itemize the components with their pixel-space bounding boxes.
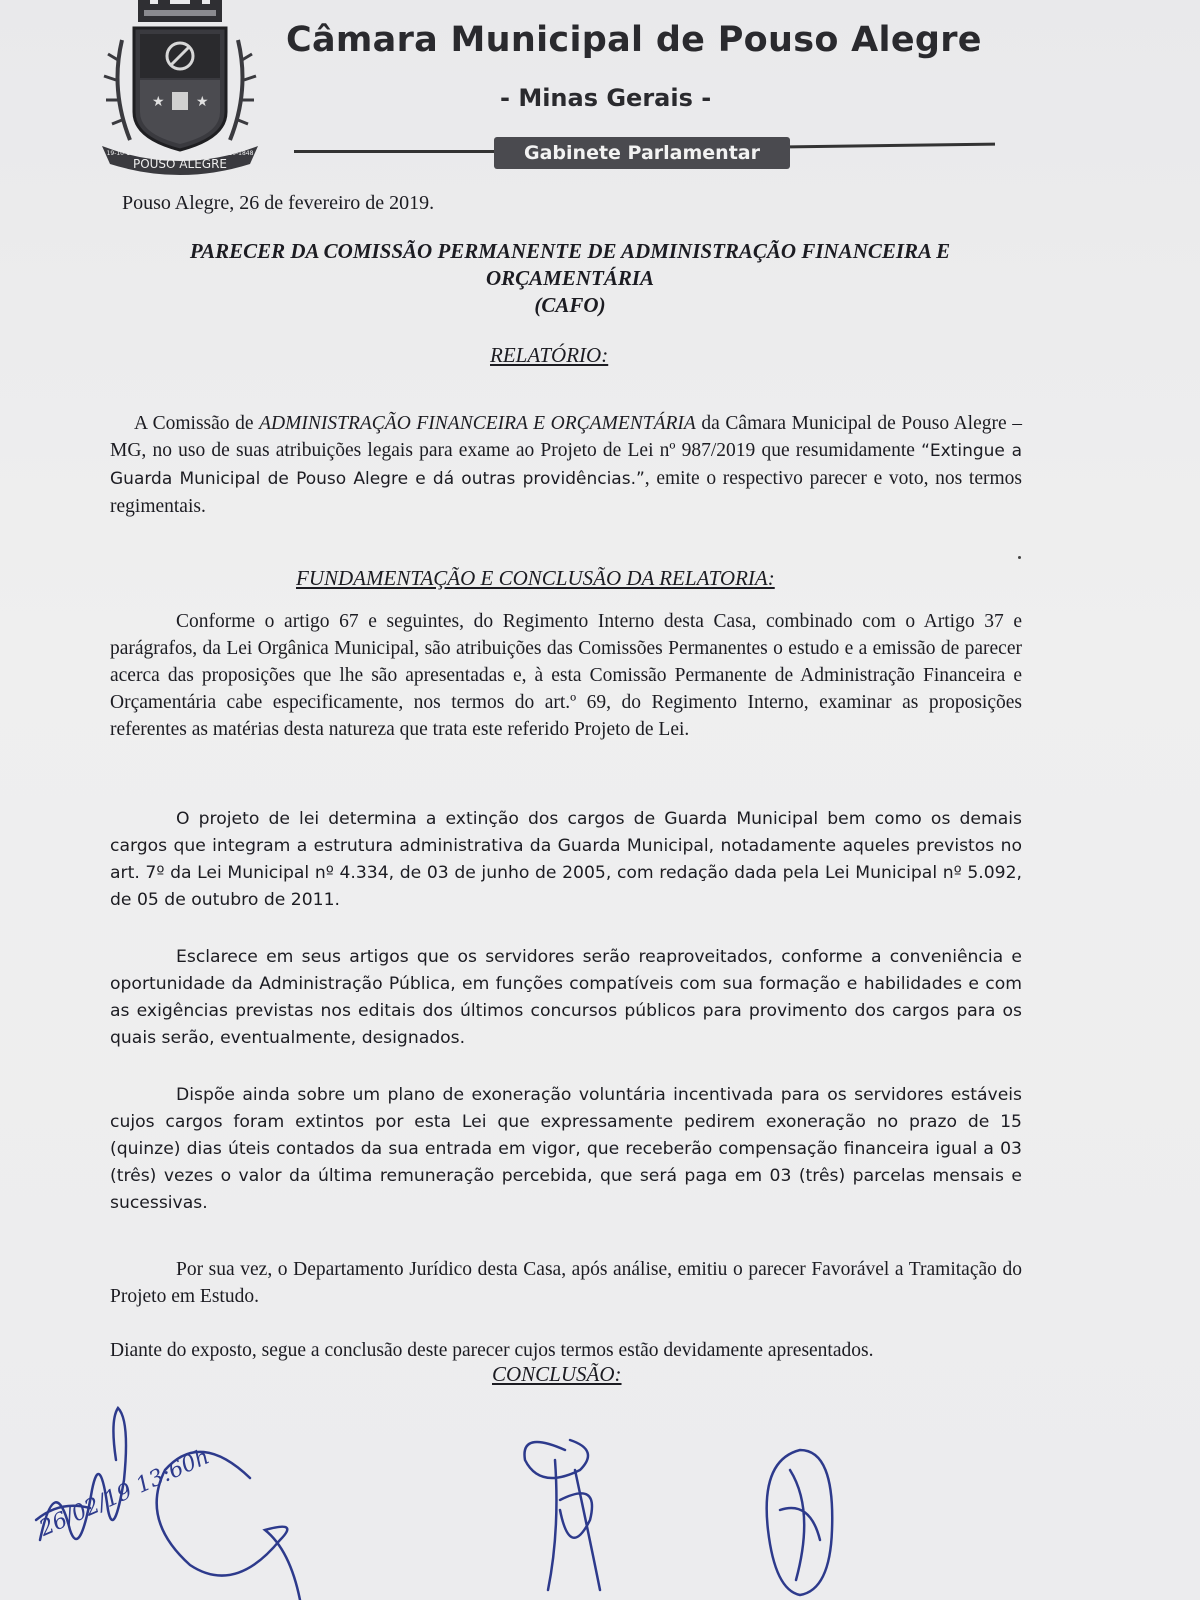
org-title: Câmara Municipal de Pouso Alegre — [286, 20, 982, 60]
header-rule-right — [790, 143, 995, 149]
speck — [1018, 556, 1021, 559]
crest-date-right: 19-10-1848 — [218, 150, 254, 157]
svg-text:★: ★ — [196, 94, 209, 110]
crest-text: POUSO ALEGRE — [132, 157, 228, 171]
title-line-1: PARECER DA COMISSÃO PERMANENTE DE ADMINISTRAÇÃO FINANCEIRA E — [189, 239, 951, 263]
crest-date-left: 19-10-1831 — [106, 150, 142, 157]
cabinet-badge: Gabinete Parlamentar — [494, 137, 790, 169]
title-line-3: (CAFO) — [534, 293, 606, 317]
signatures — [0, 1390, 1200, 1600]
committee-name: ADMINISTRAÇÃO FINANCEIRA E ORÇAMENTÁRIA — [259, 413, 696, 434]
bill-summary: “Extingue a Guarda Municipal de Pouso Alegre e dá outras providências.” — [110, 441, 1022, 489]
p1-part-c: da Câmara Municipal de Pouso Alegre – MG, no uso de suas atribuições legais para exame ao Projeto de Lei nº 987/2019 que resumidamente — [110, 413, 1022, 461]
paragraph-basis-3: Esclarece em seus artigos que os servidores serão reaproveitados, conforme a conveniência e oportunidade da Administração Pública, em funções compatíveis com sua formação e habilidades e com as exigências previstas nos editais dos últimos concursos públicos para provimento dos cargos para os quais serão, eventualmente, designados. — [110, 947, 1022, 1048]
paragraph-basis-1: Conforme o artigo 67 e seguintes, do Regimento Interno desta Casa, combinado com o Artigo 37 e parágrafos, da Lei Orgânica Municipal, são atribuições das Comissões Permanentes o estudo e a emissão de parecer acerca das proposições que lhe são apresentadas e, à esta Comissão Permanente de Administração Financeira e Orçamentária cabe especificamente, nos termos do art.º 69, do Regimento Interno, examinar as proposições referentes as matérias desta natureza que trata este referido Projeto de Lei. — [110, 611, 1022, 740]
heading-conclusion: CONCLUSÃO: — [492, 1362, 622, 1386]
paragraph-basis-6: Diante do exposto, segue a conclusão deste parecer cujos termos estão devidamente apresentados. — [110, 1340, 874, 1361]
coat-of-arms-icon — [100, 0, 260, 180]
paragraph-basis-2: O projeto de lei determina a extinção dos cargos de Guarda Municipal bem como os demais cargos que integram a estrutura administrativa da Guarda Municipal, notadamente aqueles previstos no art. 7º da Lei Municipal nº 4.334, de 03 de junho de 2005, com redação dada pela Lei Municipal nº 5.092, de 05 de outubro de 2011. — [110, 809, 1022, 910]
header-rule-left — [294, 150, 494, 153]
paragraph-basis-4: Dispõe ainda sobre um plano de exoneração voluntária incentivada para os servidores estáveis cujos cargos foram extintos por esta Lei que expressamente pedirem exoneração no prazo de 15 (quinze) dias úteis contados da sua entrada em vigor, que receberão compensação financeira igual a 03 (três) vezes o valor da última remuneração percebida, que será paga em 03 (três) parcelas mensais e sucessivas. — [110, 1085, 1022, 1213]
place-date: Pouso Alegre, 26 de fevereiro de 2019. — [122, 192, 435, 214]
paragraph-basis-5: Por sua vez, o Departamento Jurídico desta Casa, após análise, emitiu o parecer Favorável a Tramitação do Projeto em Estudo. — [110, 1259, 1022, 1307]
heading-basis: FUNDAMENTAÇÃO E CONCLUSÃO DA RELATORIA: — [296, 566, 775, 590]
title-line-2: ORÇAMENTÁRIA — [485, 266, 655, 290]
document-title — [130, 238, 1010, 319]
signature-3 — [767, 1450, 833, 1595]
heading-report: RELATÓRIO: — [490, 343, 609, 367]
signature-2 — [525, 1440, 601, 1590]
p1-part-a: A Comissão de — [134, 413, 260, 434]
receipt-note: 26/02/19 13:60h — [35, 1444, 214, 1542]
paragraph-report — [110, 410, 1022, 520]
org-state: - Minas Gerais - — [500, 84, 712, 112]
p1-part-e: , emite o respectivo parecer e voto, nos termos regimentais. — [110, 468, 1022, 517]
svg-text:★: ★ — [152, 94, 165, 110]
